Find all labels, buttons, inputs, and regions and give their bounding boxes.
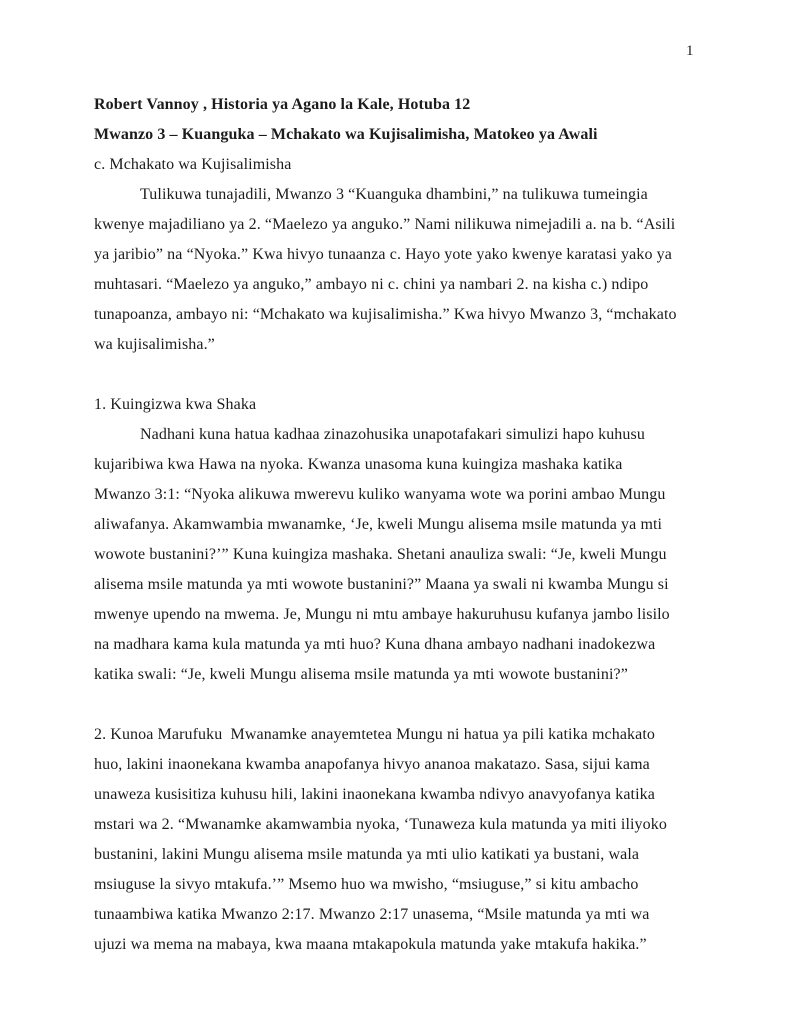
text-line: muhtasari. “Maelezo ya anguko,” ambayo ni c. chini ya nambari 2. na kisha c.) ndipo [94,276,649,293]
document-content [94,90,714,960]
block-spacer [94,690,714,720]
block-title [94,90,714,120]
text-line: aliwafanya. Akamwambia mwanamke, ‘Je, kweli Mungu alisema msile matunda ya mti [94,516,663,533]
text-line: unaweza kusisitiza kuhusu hili, lakini inaonekana kwamba ndivyo anavyofanya katika [94,786,655,803]
text-line: ujuzi wa mema na mabaya, kwa maana mtakapokula matunda yake mtakufa hakika.” [94,936,647,953]
text-line: mstari wa 2. “Mwanamke akamwambia nyoka, ‘Tunaweza kula matunda ya miti iliyoko [94,816,667,833]
block-line [94,150,714,180]
block-spacer [94,360,714,390]
page-number: 1 [686,43,694,59]
text-line: kwenye majadiliano ya 2. “Maelezo ya anguko.” Nami nilikuwa nimejadili a. na b. “Asili [94,216,676,233]
text-line: Mwanzo 3:1: “Nyoka alikuwa mwerevu kuliko wanyama wote wa porini ambao Mungu [94,486,666,503]
text-line: ya jaribio” na “Nyoka.” Kwa hivyo tunaanza c. Hayo yote yako kwenye karatasi yako ya [94,246,672,263]
text-line: Nadhani kuna hatua kadhaa zinazohusika unapotafakari simulizi hapo kuhusu [140,426,645,443]
text-line: Robert Vannoy , Historia ya Agano la Kale, Hotuba 12 [94,96,471,113]
text-line: kujaribiwa kwa Hawa na nyoka. Kwanza unasoma kuna kuingiza mashaka katika [94,456,623,473]
text-line: 1. Kuingizwa kwa Shaka [94,396,257,413]
text-line: bustanini, lakini Mungu alisema msile matunda ya mti ulio katikati ya bustani, wala [94,846,640,863]
block-paragraph [94,720,714,960]
block-subtitle [94,120,714,150]
text-line: wa kujisalimisha.” [94,336,215,353]
text-line: wowote bustanini?’” Kuna kuingiza mashaka. Shetani anauliza swali: “Je, kweli Mungu [94,546,667,563]
text-line: Tulikuwa tunajadili, Mwanzo 3 “Kuanguka dhambini,” na tulikuwa tumeingia [140,186,648,203]
text-line: tunaambiwa katika Mwanzo 2:17. Mwanzo 2:17 unasema, “Msile matunda ya mti wa [94,906,650,923]
text-line: 2. Kunoa Marufuku Mwanamke anayemtetea Mungu ni hatua ya pili katika mchakato [94,726,655,743]
block-paragraph [94,420,714,690]
text-line: Mwanzo 3 – Kuanguka – Mchakato wa Kujisalimisha, Matokeo ya Awali [94,126,598,143]
text-line: mwenye upendo na mwema. Je, Mungu ni mtu ambaye hakuruhusu kufanya jambo lisilo [94,606,670,623]
text-line: na madhara kama kula matunda ya mti huo? Kuna dhana ambayo nadhani inadokezwa [94,636,656,653]
text-line: msiuguse la sivyo mtakufa.’” Msemo huo wa mwisho, “msiuguse,” si kitu ambacho [94,876,639,893]
text-line: c. Mchakato wa Kujisalimisha [94,156,292,173]
block-heading [94,390,714,420]
text-line: huo, lakini inaonekana kwamba anapofanya hivyo ananoa makatazo. Sasa, sijui kama [94,756,650,773]
text-line: alisema msile matunda ya mti wowote bustanini?” Maana ya swali ni kwamba Mungu si [94,576,669,593]
text-line: tunapoanza, ambayo ni: “Mchakato wa kujisalimisha.” Kwa hivyo Mwanzo 3, “mchakato [94,306,677,323]
block-paragraph [94,180,714,360]
text-line: katika swali: “Je, kweli Mungu alisema msile matunda ya mti wowote bustanini?” [94,666,628,683]
